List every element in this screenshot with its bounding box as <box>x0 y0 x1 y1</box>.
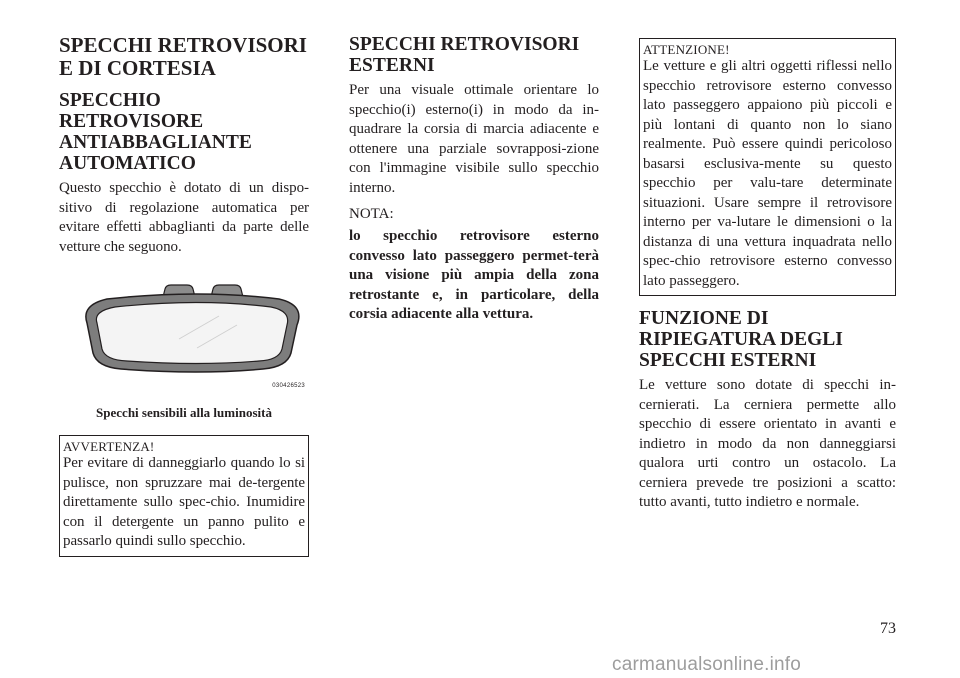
attention-title: ATTENZIONE! <box>643 42 730 57</box>
warning-text: Per evitare di danneggiarlo quando lo si pulisce, non spruzzare mai de-tergente direttamente sullo spec-chio. Inumidire con il detergente un panno pulito e passarlo quindi sullo specchio. <box>63 455 305 549</box>
page-number: 73 <box>880 620 896 637</box>
heading-external-mirrors: SPECCHI RETROVISORI ESTERNI <box>349 34 580 76</box>
attention-text: Le vetture e gli altri oggetti riflessi nello specchio retrovisore esterno convesso lato passeggero appaiono più piccoli e più lontani di quanto non lo siano realmente. Può essere quindi pericoloso basarsi esclusiva-mente su questo specchio per valu-tare determinate situazioni. Usare sempre il retrovisore interno per va-lutare le dimensioni o la distanza di una vettura inquadrata nello spec-chio retrovisore esterno convesso lato passeggero. <box>643 58 892 289</box>
column-left <box>59 34 309 557</box>
column-middle <box>349 34 599 325</box>
figure-code: 030426523 <box>272 383 305 389</box>
warning-box <box>59 435 309 557</box>
note-label: NOTA: <box>349 206 394 222</box>
external-mirrors-text: Per una visuale ottimale orientare lo specchio(i) esterno(i) in modo da in-quadrare la corsia di marcia adiacente e ottenere una parziale sovrapposi-zione con l'immagine visibile sullo specchio interno. <box>349 82 599 196</box>
note-text: lo specchio retrovisore esterno convesso lato passeggero permet-terà una visione più ampia della zona retrostante e, in particolare, della corsia adiacente alla vettura. <box>349 228 599 322</box>
column-right <box>639 38 896 513</box>
main-heading: SPECCHI RETROVISORI E DI CORTESIA <box>59 33 307 80</box>
watermark-link[interactable]: carmanualsonline.info <box>612 654 802 675</box>
warning-title: AVVERTENZA! <box>63 439 155 454</box>
auto-dimming-intro: Questo specchio è dotato di un dispo-sitivo di regolazione automatica per evitare effetti abbaglianti da parte delle vetture che seguono. <box>59 180 309 255</box>
folding-mirrors-text: Le vetture sono dotate di specchi in-cernierati. La cerniera permette allo specchio di essere orientato in avanti e indietro in modo da non danneggiarsi qualora urti contro un ostacolo. La cerniera prevede tre posizioni a scatto: tutto avanti, tutto indietro e normale. <box>639 377 896 510</box>
sub-heading-auto-dimming-mirror: SPECCHIO RETROVISORE ANTIABBAGLIANTE AUTOMATICO <box>59 90 252 174</box>
attention-box <box>639 38 896 296</box>
mirror-figure <box>59 263 309 403</box>
heading-folding-mirrors: FUNZIONE DI RIPIEGATURA DEGLI SPECCHI ESTERNI <box>639 308 843 371</box>
figure-caption: Specchi sensibili alla luminosità <box>96 405 272 420</box>
rearview-mirror-illustration <box>59 263 309 393</box>
